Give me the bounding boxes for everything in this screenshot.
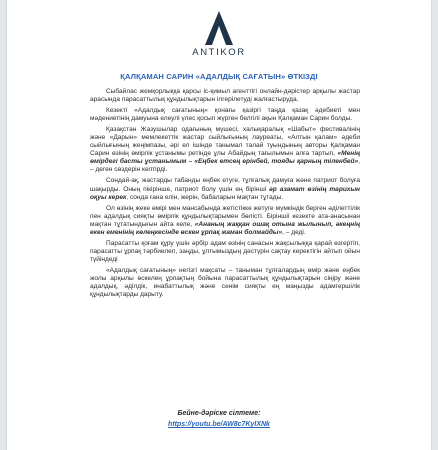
video-link[interactable]: https://youtu.be/AW8c7KylXNk — [168, 421, 270, 428]
emphasized-quote: әр азамат өзінің тарихын оқуы керек — [90, 185, 360, 201]
paragraph-text: Ол өзінің жеке өмірі мен мансабында жетістікке жетуге мүмкіндік берген әділеттілік пен адалдық сияқты өмірлік құндылықтарымен бөлісті. Біріншіі кезекте ата-анасынан мақтан тұтатындығын айта келе, — [90, 204, 360, 228]
paragraph-text: «Адалдық сағатының» негізгі мақсаты – таныман тұлғалардың өмір және еңбек жолы арқылы өскелең ұрпақтың бойына парасаттылық құндылықтарын сіңіру және адалдық, әділдік, инабаттылық және сенім сияқты ең маңызды адамгершілік құндылықтарды дарыту. — [90, 266, 360, 299]
logo-text: ANTIKOR — [192, 47, 246, 58]
antikor-emblem-icon — [204, 10, 234, 46]
video-link-label: Бейне-дәріске сілтеме: — [177, 410, 261, 417]
body-paragraph — [90, 267, 360, 299]
emphasized-quote: «Ананың жаққан ошақ отына жылынып, әкеңнің екен еменінің көлеңкесінде өскен ұрпақ жаман болмайды» — [90, 220, 360, 236]
paragraph-text: Кезекті «Адалдық сағатының» қонағы қазіргі таңда қазақ әдебиеті мен мәдениетінің дамуына елеулі үлес қосып жүрген белгілі ақын Қалқаман Сарин болды. — [90, 107, 360, 123]
body-paragraph — [90, 126, 360, 174]
body-paragraph — [90, 205, 360, 237]
body-paragraph — [90, 107, 360, 123]
paragraph-text: Қазақстан Жазушылар одағының мүшесі, халықаралық «Шабыт» фестивалінің және «Дарын» мемлекеттік жастар сыйлығының лауреаты, «Алтын қалам» әдеби сыйлығының жеңімпазы, әрі ел ішінде танымал талай туындының авторы Қалқаман Сарин өзінің өмірлік ұстанымы ретінде ұлы Абайдың тағылымын алға тартып, — [90, 126, 360, 158]
paragraph-text: , – деген сөздерін келтірді. — [90, 158, 360, 174]
paragraph-text: Сондай-ақ, жастарды табанды еңбек етуге, тұлғалық дамуға және патриот болуға шақырды. Оның пікірінше, патриот болу үшін ең бірінші — [90, 177, 360, 193]
paragraph-text: , сонда ғана елін, жерін, бабаларын мақтан тұтады. — [126, 193, 284, 201]
document-title: ҚАЛҚАМАН САРИН «АДАЛДЫҚ САҒАТЫН» ӨТКІЗДІ — [120, 72, 318, 81]
document-page — [7, 0, 431, 450]
body-paragraph — [90, 88, 360, 104]
paragraph-text: , – деді. — [282, 228, 306, 236]
emphasized-quote: «Менің өмірдегі басты ұстанымым – «Еңбек етсең ерінбей, тояды қарның тіленбей» — [90, 150, 360, 166]
body-paragraph — [90, 177, 360, 201]
paragraph-text: Парасатты қоғам құру үшін әрбір адам өзінің санасын жақсылыққа қарай өзгертіп, парасатты ұрпақ тәрбиелеп, заңды, ұлтымыздың дәстүрін сақтау керектігін айтып ойын түйіндеді — [90, 239, 360, 263]
document-body — [90, 88, 360, 302]
body-paragraph — [90, 240, 360, 264]
paragraph-text: Сыбайлас жемқорлыққа қарсы іс-қимыл агенттігі онлайн-дәрістер арқылы жастар арасында парасаттылық құндылықтарын ілгерілетуді жалғастыруда. — [90, 88, 360, 104]
antikor-logo — [7, 10, 431, 58]
